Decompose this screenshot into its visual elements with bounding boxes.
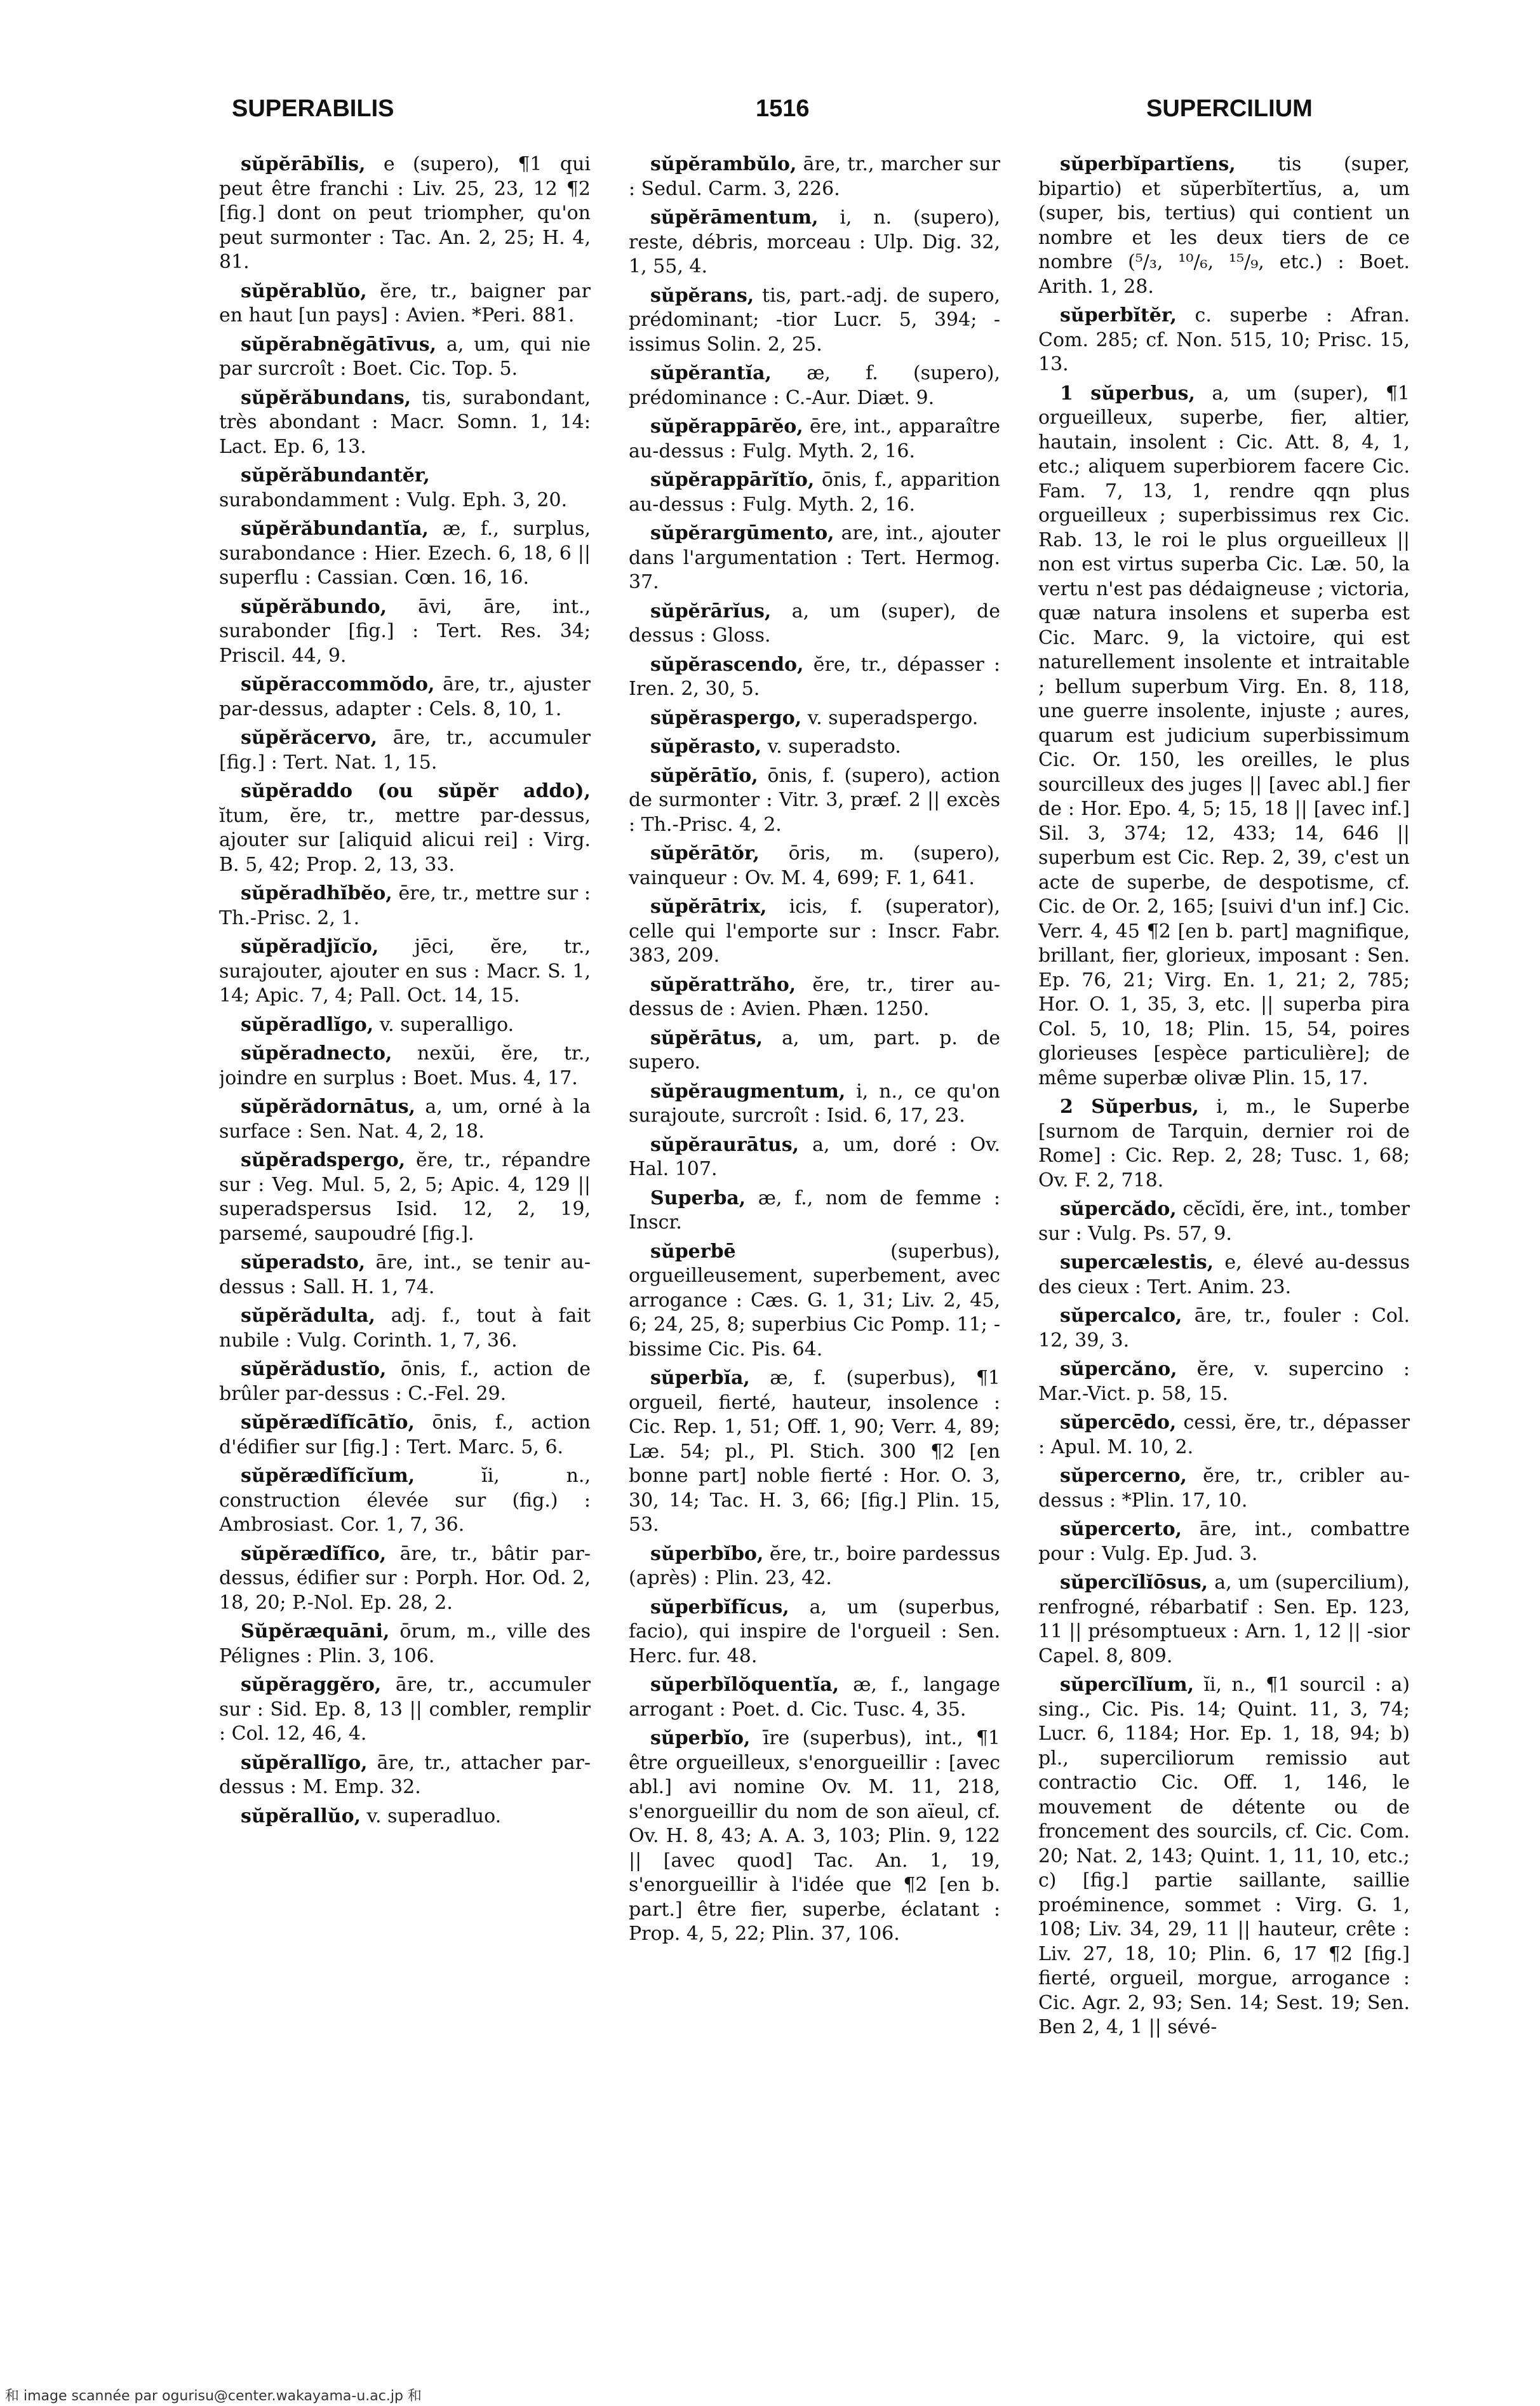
dictionary-entry bbox=[629, 1366, 1000, 1538]
entry-headword: sŭperbĭbo, bbox=[650, 1542, 764, 1565]
entry-definition: e (supero), ¶1 qui peut être franchi : Liv. 25, 23, 12 ¶2 [fig.] dont on peut triompher, qu'on peut surmonter : Tac. An. 2, 25; H. 4, 81. bbox=[219, 153, 591, 273]
entry-definition: āre, tr., attacher par-dessus : M. Emp. 32. bbox=[219, 1751, 591, 1798]
entry-headword: sŭpĕrātrix, bbox=[650, 896, 767, 918]
dictionary-entry bbox=[219, 779, 591, 877]
entry-definition: i, n. (supero), reste, débris, morceau : Ulp. Dig. 32, 1, 55, 4. bbox=[629, 206, 1000, 278]
dictionary-entry bbox=[629, 735, 1000, 760]
entry-headword: sŭperbĭa, bbox=[650, 1367, 750, 1389]
dictionary-entry bbox=[219, 1673, 591, 1747]
entry-definition: a, um (super), de dessus : Gloss. bbox=[629, 600, 1000, 647]
entry-headword: sŭperbĭlŏquentĭa, bbox=[650, 1674, 840, 1696]
entry-headword: sŭpercĭlĭōsus, bbox=[1060, 1571, 1209, 1594]
entry-headword: sŭpĕrārĭus, bbox=[650, 600, 772, 622]
entry-definition: ōnis, f. (supero), action de surmonter : Vitr. 3, præf. 2 || excès : Th.-Prisc. 4, 2. bbox=[629, 764, 1000, 836]
entry-definition: æ, f. (superbus), ¶1 orgueil, fierté, hauteur, insolence : Cic. Rep. 1, 51; Off. 1, 90; Verr. 4, 89; Læ. 54; pl., Pl. Stich. 300 ¶2 [en bonne part] noble fierté : Hor. O. 3, 30, 14; Tac. H. 3, 66; [fig.] Plin. 15, 53. bbox=[629, 1367, 1000, 1536]
entry-headword: sŭpĕradspergo, bbox=[241, 1149, 406, 1171]
entry-headword: sŭpĕrascendo, bbox=[650, 653, 804, 676]
dictionary-entry bbox=[629, 1186, 1000, 1235]
entry-definition: īre (superbus), int., ¶1 être orgueilleux, s'enorgueillir : [avec abl.] avi nomine Ov. M. 11, 218, s'enorgueillir du nom de son aïeul, cf. Ov. H. 8, 43; A. A. 3, 103; Plin. 9, 122 || [avec quod] Tac. An. 1, 19, s'enorgueillir à l'idée que ¶2 [en b. part.] être fier, superbe, éclatant : Prop. 4, 5, 22; Plin. 37, 106. bbox=[629, 1727, 1000, 1945]
entry-headword: sŭpĕraccommŏdo, bbox=[241, 673, 435, 696]
entry-definition: icis, f. (superator), celle qui l'emporte sur : Inscr. Fabr. 383, 209. bbox=[629, 896, 1000, 967]
dictionary-entry bbox=[629, 284, 1000, 358]
entry-definition: ōnis, f., apparition au-dessus : Fulg. Myth. 2, 16. bbox=[629, 469, 1000, 516]
entry-headword: sŭpĕradjĭcĭo, bbox=[241, 936, 379, 958]
entry-definition: a, um, qui nie par surcroît : Boet. Cic. Top. 5. bbox=[219, 333, 591, 380]
scan-credit: 和 image scannée par ogurisu@center.wakayama-u.ac.jp 和 bbox=[5, 2388, 422, 2404]
entry-headword: sŭpĕrædĭfĭco, bbox=[241, 1542, 387, 1565]
page-header bbox=[0, 89, 1540, 140]
entry-headword: sŭpĕradnecto, bbox=[241, 1042, 392, 1065]
entry-headword: sŭpĕrallĭgo, bbox=[241, 1751, 368, 1774]
dictionary-entry bbox=[629, 764, 1000, 838]
dictionary-entry bbox=[1038, 1197, 1410, 1246]
entry-headword: sŭpĕraddo (ou sŭpĕr addo), bbox=[241, 780, 591, 802]
dictionary-entry bbox=[629, 600, 1000, 649]
entry-headword: sŭpĕrădustĭo, bbox=[241, 1358, 387, 1380]
dictionary-entry bbox=[629, 206, 1000, 279]
dictionary-entry bbox=[629, 1542, 1000, 1591]
dictionary-entry bbox=[219, 464, 591, 513]
entry-definition: tis, part.-adj. de supero, prédominant; -tior Lucr. 5, 394; -issimus Solin. 2, 25. bbox=[629, 284, 1000, 356]
dictionary-entry bbox=[629, 973, 1000, 1022]
dictionary-entry bbox=[629, 361, 1000, 410]
entry-definition: cĕcĭdi, ĕre, int., tomber sur : Vulg. Ps. 57, 9. bbox=[1038, 1198, 1410, 1245]
entry-definition: āre, int., combattre pour : Vulg. Ep. Jud. 3. bbox=[1038, 1518, 1410, 1565]
dictionary-entry bbox=[219, 1464, 591, 1538]
entry-definition: ĕre, tr., baigner par en haut [un pays] : Avien. *Peri. 881. bbox=[219, 279, 591, 326]
entry-definition: (superbus), orgueilleusement, superbement, avec arrogance : Cæs. G. 1, 31; Liv. 2, 45, 6; 24, 25, 8; superbius Cic Pomp. 11; -bissime Cic. Pis. 64. bbox=[629, 1240, 1000, 1361]
dictionary-entry bbox=[629, 1673, 1000, 1722]
entry-definition: ĕre, tr., répandre sur : Veg. Mul. 5, 2, 5; Apic. 4, 129 || superadspersus Isid. 12, 2, 19, parsemé, saupoudré [fig.]. bbox=[219, 1149, 591, 1245]
entry-definition: a, um, part. p. de supero. bbox=[629, 1026, 1000, 1073]
dictionary-entry bbox=[1038, 1517, 1410, 1566]
entry-headword: sŭpĕradlĭgo, bbox=[241, 1013, 374, 1036]
column-right bbox=[1038, 152, 1410, 2325]
dictionary-entry bbox=[1038, 1251, 1410, 1300]
dictionary-entry bbox=[1038, 1304, 1410, 1353]
dictionary-entry bbox=[629, 1240, 1000, 1362]
entry-definition: ōnis, f., action de brûler par-dessus : C.-Fel. 29. bbox=[219, 1358, 591, 1405]
entry-headword: sŭpercerto, bbox=[1060, 1518, 1182, 1540]
entry-definition: āre, tr., fouler : Col. 12, 39, 3. bbox=[1038, 1305, 1410, 1352]
dictionary-entry bbox=[219, 1542, 591, 1616]
dictionary-entry bbox=[629, 706, 1000, 731]
entry-headword: sŭpercēdo, bbox=[1060, 1411, 1177, 1434]
entry-headword: sŭpĕradhĭbĕo, bbox=[241, 882, 392, 904]
entry-definition: e, élevé au-dessus des cieux : Tert. Anim. 23. bbox=[1038, 1251, 1410, 1298]
dictionary-entry bbox=[629, 1596, 1000, 1669]
entry-definition: a, um (superbus, facio), qui inspire de l'orgueil : Sen. Herc. fur. 48. bbox=[629, 1596, 1000, 1667]
entry-headword: sŭpĕrappārĭtĭo, bbox=[650, 469, 815, 491]
entry-headword: sŭpĕrātŏr, bbox=[650, 842, 760, 864]
dictionary-entry bbox=[1038, 304, 1410, 377]
entry-definition: ōrum, m., ville des Pélignes : Plin. 3, 106. bbox=[219, 1620, 591, 1667]
entry-headword: sŭpercădo, bbox=[1060, 1198, 1177, 1220]
entry-definition: cessi, ĕre, tr., dépasser : Apul. M. 10, 2. bbox=[1038, 1411, 1410, 1458]
entry-headword: sŭpĕrăbundans, bbox=[241, 386, 412, 409]
entry-definition: surabondamment : Vulg. Eph. 3, 20. bbox=[219, 488, 568, 511]
header-left-guideword: SUPERABILIS bbox=[232, 95, 394, 122]
dictionary-entry bbox=[629, 1080, 1000, 1129]
entry-definition: ĕre, tr., boire pardessus (après) : Plin. 23, 42. bbox=[629, 1542, 1000, 1589]
entry-definition: a, um, doré : Ov. Hal. 107. bbox=[629, 1133, 1000, 1180]
dictionary-columns bbox=[219, 152, 1540, 2325]
entry-definition: āre, int., se tenir au-dessus : Sall. H. 1, 74. bbox=[219, 1251, 591, 1298]
dictionary-entry bbox=[1038, 1673, 1410, 2040]
entry-headword: sŭpĕrablŭo, bbox=[241, 279, 367, 302]
entry-definition: āvi, āre, int., surabonder [fig.] : Tert. Res. 34; Priscil. 44, 9. bbox=[219, 595, 591, 667]
entry-headword: sŭpĕrăbundantĕr, bbox=[241, 464, 430, 487]
entry-definition: tis, surabondant, très abondant : Macr. Somn. 1, 14: Lact. Ep. 6, 13. bbox=[219, 386, 591, 458]
entry-headword: Superba, bbox=[650, 1186, 746, 1209]
entry-definition: ĭi, n., construction élevée sur (fig.) : Ambrosiast. Cor. 1, 7, 36. bbox=[219, 1465, 591, 1536]
entry-headword: sŭpĕrātĭo, bbox=[650, 764, 758, 787]
entry-headword: sŭpĕraggĕro, bbox=[241, 1674, 382, 1696]
entry-headword: sŭperbĭo, bbox=[650, 1727, 751, 1749]
dictionary-entry bbox=[219, 1805, 591, 1829]
dictionary-entry bbox=[219, 517, 591, 591]
dictionary-entry bbox=[219, 726, 591, 775]
header-right-guideword: SUPERCILIUM bbox=[1146, 95, 1313, 122]
dictionary-entry bbox=[1038, 1357, 1410, 1406]
entry-definition: āre, tr., accumuler sur : Sid. Ep. 8, 13 || combler, remplir : Col. 12, 46, 4. bbox=[219, 1674, 591, 1745]
entry-headword: sŭpĕrăbundo, bbox=[241, 595, 387, 618]
column-middle bbox=[629, 152, 1000, 2325]
entry-definition: āre, tr., ajuster par-dessus, adapter : Cels. 8, 10, 1. bbox=[219, 673, 591, 720]
dictionary-entry bbox=[219, 935, 591, 1009]
entry-headword: sŭpĕrădornātus, bbox=[241, 1096, 416, 1118]
dictionary-entry bbox=[219, 673, 591, 722]
entry-definition: æ, f., langage arrogant : Poet. d. Cic. Tusc. 4, 35. bbox=[629, 1674, 1000, 1721]
entry-headword: sŭpĕrargūmento, bbox=[650, 522, 834, 544]
entry-definition: ōris, m. (supero), vainqueur : Ov. M. 4, 699; F. 1, 641. bbox=[629, 842, 1000, 889]
entry-headword: sŭperbĭfĭcus, bbox=[650, 1596, 789, 1618]
dictionary-entry bbox=[219, 1751, 591, 1800]
entry-definition: i, m., le Superbe [surnom de Tarquin, dernier roi de Rome] : Cic. Rep. 2, 28; Tusc. 1, 68; Ov. F. 2, 718. bbox=[1038, 1096, 1410, 1192]
entry-definition: ēre, int., apparaître au-dessus : Fulg. Myth. 2, 16. bbox=[629, 415, 1000, 462]
entry-headword: sŭpĕrābĭlis, bbox=[241, 153, 366, 175]
entry-headword: 2 Sŭperbus, bbox=[1060, 1096, 1199, 1118]
dictionary-entry bbox=[629, 521, 1000, 595]
dictionary-entry bbox=[629, 653, 1000, 702]
entry-headword: 1 sŭperbus, bbox=[1060, 382, 1195, 405]
entry-headword: sŭperbē bbox=[650, 1240, 736, 1263]
entry-definition: v. superalligo. bbox=[373, 1013, 514, 1036]
dictionary-entry bbox=[629, 468, 1000, 517]
entry-definition: c. superbe : Afran. Com. 285; cf. Non. 515, 10; Prisc. 15, 13. bbox=[1038, 304, 1410, 375]
entry-headword: sŭpercăno, bbox=[1060, 1358, 1177, 1380]
dictionary-entry bbox=[219, 1357, 591, 1406]
entry-headword: sŭpĕrabnĕgātīvus, bbox=[241, 333, 437, 356]
dictionary-entry bbox=[219, 1620, 591, 1669]
entry-definition: tis (super, bipartio) et sŭperbĭtertĭus, a, um (super, bis, tertius) qui contient un nombre et les deux tiers de ce nombre (⁵/₃, ¹⁰/₆, ¹⁵/₉, etc.) : Boet. Arith. 1, 28. bbox=[1038, 153, 1410, 298]
dictionary-entry bbox=[629, 842, 1000, 890]
entry-headword: sŭpĕrallŭo, bbox=[241, 1805, 361, 1827]
entry-headword: sŭperbĭpartĭens, bbox=[1060, 153, 1236, 175]
entry-headword: sŭpĕraugmentum, bbox=[650, 1080, 846, 1103]
dictionary-entry bbox=[219, 1013, 591, 1038]
dictionary-entry bbox=[1038, 1095, 1410, 1193]
entry-headword: Sŭpĕræquāni, bbox=[241, 1620, 390, 1643]
dictionary-entry bbox=[219, 1304, 591, 1353]
entry-headword: sŭpĕrambŭlo, bbox=[650, 153, 797, 175]
entry-headword: sŭpĕrasto, bbox=[650, 736, 762, 758]
entry-headword: sŭpĕrăbundantĭa, bbox=[241, 518, 429, 540]
entry-definition: i, n., ce qu'on surajoute, surcroît : Isid. 6, 17, 23. bbox=[629, 1080, 1000, 1127]
entry-headword: sŭpĕrātus, bbox=[650, 1026, 763, 1049]
entry-definition: æ, f., nom de femme : Inscr. bbox=[629, 1186, 1000, 1233]
dictionary-entry bbox=[1038, 1571, 1410, 1669]
dictionary-entry bbox=[219, 595, 591, 669]
entry-definition: ĭi, n., ¶1 sourcil : a) sing., Cic. Pis. 14; Quint. 11, 3, 74; Lucr. 6, 1184; Hor. Ep. 1, 18, 94; b) pl., superciliorum remissio aut contractio Cic. Off. 1, 146, le mouvement de détente ou de froncement des sourcils, cf. Cic. Com. 20; Nat. 2, 143; Quint. 1, 11, 10, etc.; c) [fig.] partie saillante, saillie proéminence, sommet : Virg. G. 1, 108; Liv. 34, 29, 11 || hauteur, crête : Liv. 27, 18, 10; Plin. 6, 17 ¶2 [fig.] fierté, orgueil, morgue, arrogance : Cic. Agr. 2, 93; Sen. 14; Sest. 19; Sen. Ben 2, 4, 1 || sévé- bbox=[1038, 1674, 1410, 2038]
dictionary-entry bbox=[1038, 382, 1410, 1091]
entry-definition: ĕre, tr., cribler au-dessus : *Plin. 17, 10. bbox=[1038, 1465, 1410, 1512]
entry-headword: sŭpĕrædĭfĭcātĭo, bbox=[241, 1411, 415, 1434]
dictionary-entry bbox=[219, 333, 591, 382]
entry-definition: āre, tr., bâtir par-dessus, édifier sur : Porph. Hor. Od. 2, 18, 20; P.-Nol. Ep. 28, 2. bbox=[219, 1542, 591, 1614]
entry-definition: ĕre, tr., dépasser : Iren. 2, 30, 5. bbox=[629, 653, 1000, 700]
dictionary-entry bbox=[1038, 1411, 1410, 1460]
dictionary-entry bbox=[219, 279, 591, 328]
entry-definition: āre, tr., accumuler [fig.] : Tert. Nat. 1, 15. bbox=[219, 727, 591, 774]
entry-headword: sŭpĕrans, bbox=[650, 284, 754, 307]
entry-headword: sŭperbĭtĕr, bbox=[1060, 304, 1177, 326]
dictionary-entry bbox=[1038, 152, 1410, 299]
entry-definition: ĕre, v. supercino : Mar.-Vict. p. 58, 15. bbox=[1038, 1358, 1410, 1405]
entry-headword: sŭpĕrāmentum, bbox=[650, 206, 819, 229]
dictionary-entry bbox=[219, 1251, 591, 1300]
dictionary-entry bbox=[219, 386, 591, 460]
entry-headword: sŭpĕrædĭfĭcĭum, bbox=[241, 1465, 415, 1487]
entry-headword: sŭpĕrăcervo, bbox=[241, 727, 378, 749]
entry-headword: sŭpĕrappārĕo, bbox=[650, 415, 803, 438]
entry-headword: sŭpĕrattrăho, bbox=[650, 973, 796, 996]
entry-headword: sŭperadsto, bbox=[241, 1251, 366, 1274]
entry-headword: sŭpercalco, bbox=[1060, 1305, 1182, 1327]
entry-definition: adj. f., tout à fait nubile : Vulg. Corinth. 1, 7, 36. bbox=[219, 1305, 591, 1352]
dictionary-entry bbox=[219, 1042, 591, 1091]
entry-headword: sŭpĕrantĭa, bbox=[650, 362, 772, 384]
entry-definition: ēre, tr., mettre sur : Th.-Prisc. 2, 1. bbox=[219, 882, 591, 929]
entry-headword: sŭpĕraspergo, bbox=[650, 706, 802, 729]
dictionary-entry bbox=[219, 1095, 591, 1144]
entry-definition: v. superadspergo. bbox=[801, 706, 979, 729]
entry-headword: sŭpĕraurātus, bbox=[650, 1133, 800, 1156]
entry-headword: sŭpercerno, bbox=[1060, 1465, 1187, 1487]
entry-definition: ĭtum, ĕre, tr., mettre par-dessus, ajouter sur [aliquid alicui rei] : Virg. B. 5, 42; Prop. 2, 13, 33. bbox=[219, 804, 591, 876]
entry-definition: jēci, ĕre, tr., surajouter, ajouter en sus : Macr. S. 1, 14; Apic. 7, 4; Pall. Oct. 14, 15. bbox=[219, 936, 591, 1007]
entry-headword: sŭpĕrădulta, bbox=[241, 1305, 375, 1327]
column-left bbox=[219, 152, 591, 2325]
dictionary-entry bbox=[1038, 1464, 1410, 1513]
dictionary-entry bbox=[629, 152, 1000, 201]
entry-definition: v. superadluo. bbox=[361, 1805, 502, 1827]
entry-definition: æ, f. (supero), prédominance : C.-Aur. Diæt. 9. bbox=[629, 362, 1000, 409]
entry-definition: a, um (supercilium), renfrogné, rébarbatif : Sen. Ep. 123, 11 || présomptueux : Arn. 1, 12 || -sior Capel. 8, 809. bbox=[1038, 1571, 1410, 1667]
dictionary-entry bbox=[219, 152, 591, 275]
entry-headword: sŭpercĭlĭum, bbox=[1060, 1674, 1195, 1696]
dictionary-entry bbox=[629, 1726, 1000, 1947]
entry-definition: āre, tr., marcher sur : Sedul. Carm. 3, 226. bbox=[629, 153, 1000, 200]
dictionary-entry bbox=[629, 1133, 1000, 1182]
entry-definition: æ, f., surplus, surabondance : Hier. Ezech. 6, 18, 6 || superflu : Cassian. Cœn. 16, 16. bbox=[219, 518, 591, 589]
entry-definition: ĕre, tr., tirer au-dessus de : Avien. Phæn. 1250. bbox=[629, 973, 1000, 1020]
dictionary-entry bbox=[629, 415, 1000, 464]
dictionary-entry bbox=[629, 895, 1000, 969]
entry-headword: supercælestis, bbox=[1060, 1251, 1214, 1274]
dictionary-entry bbox=[219, 1411, 591, 1460]
dictionary-entry bbox=[629, 1026, 1000, 1075]
dictionary-entry bbox=[219, 1148, 591, 1246]
entry-definition: a, um (super), ¶1 orgueilleux, superbe, fier, altier, hautain, insolent : Cic. Att. 8, 4, 1, etc.; aliquem superbiorem facere Cic. Fam. 7, 13, 1, rendre qqn plus orgueilleux ; superbissimus rex Cic. Rab. 13, le roi le plus orgueilleux || non est virtus superba Cic. Læ. 50, la vertu n'est pas dédaigneuse ; victoria, quæ natura insolens et superba est Cic. Marc. 9, la victoire, qui est naturellement insolente et intraitable ; bellum superbum Virg. En. 8, 118, une guerre insolente, injuste ; aures, quarum est judicium superbissimum Cic. Or. 150, les oreilles, le plus sourcilleux des juges || [avec abl.] fier de : Hor. Epo. 4, 5; 15, 18 || [avec inf.] Sil. 3, 374; 12, 433; 14, 646 || superbum est Cic. Rep. 2, 39, c'est un acte de superbe, de despotisme, cf. Cic. de Or. 2, 165; [suivi d'un inf.] Cic. Verr. 4, 45 ¶2 [en b. part] magnifique, brillant, fier, glorieux, imposant : Sen. Ep. 76, 21; Virg. En. 1, 21; 2, 785; Hor. O. 1, 35, 3, etc. || superba pira Col. 5, 10, 18; Plin. 15, 54, poires glorieuses [espèce particulière]; de même superbæ olivæ Plin. 15, 17. bbox=[1038, 382, 1410, 1089]
entry-definition: ōnis, f., action d'édifier sur [fig.] : Tert. Marc. 5, 6. bbox=[219, 1411, 591, 1458]
entry-definition: are, int., ajouter dans l'argumentation : Tert. Hermog. 37. bbox=[629, 522, 1000, 593]
dictionary-entry bbox=[219, 882, 591, 931]
entry-definition: a, um, orné à la surface : Sen. Nat. 4, 2, 18. bbox=[219, 1096, 591, 1143]
entry-definition: v. superadsto. bbox=[761, 736, 901, 758]
page-number: 1516 bbox=[756, 95, 810, 122]
entry-definition: nexŭi, ĕre, tr., joindre en surplus : Boet. Mus. 4, 17. bbox=[219, 1042, 591, 1089]
